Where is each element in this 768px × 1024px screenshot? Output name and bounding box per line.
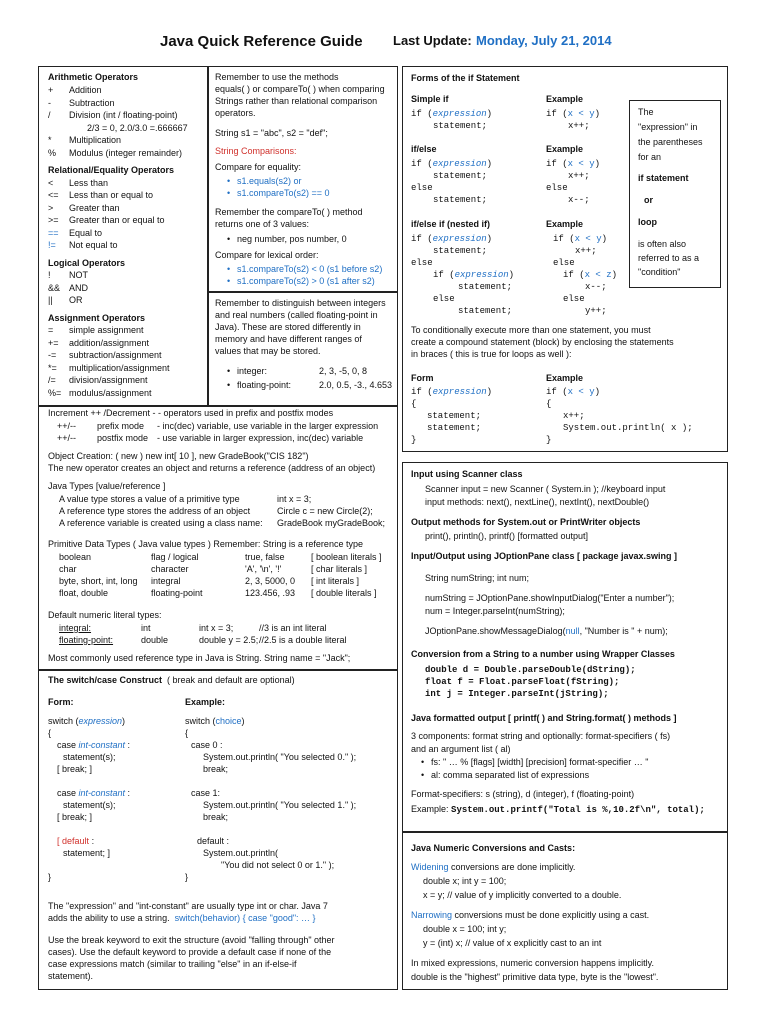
simple-if-stmt: statement; bbox=[433, 121, 488, 131]
type-row-3: A reference variable is created using a class name: bbox=[59, 518, 263, 528]
jop-4c: , "Number is " + num); bbox=[579, 626, 668, 636]
block-form-4: statement; bbox=[427, 423, 482, 433]
casts-title: Java Numeric Conversions and Casts: bbox=[411, 843, 576, 853]
postfix-op: ++/-- bbox=[57, 433, 77, 443]
primitive-cell: char bbox=[59, 564, 77, 574]
primitive-cell: [ double literals ] bbox=[311, 588, 377, 598]
simple-example-label: Example bbox=[546, 94, 584, 104]
ifelse-example-label: Example bbox=[546, 144, 584, 154]
types-title: Java Types [value/reference ] bbox=[48, 481, 166, 491]
switch-example-line: { bbox=[185, 728, 189, 738]
type-row-2: A reference type stores the address of an object bbox=[59, 506, 251, 516]
primitive-cell: 2, 3, 5000, 0 bbox=[245, 576, 296, 586]
output-title: Output methods for System.out or PrintWriter objects bbox=[411, 517, 641, 527]
assign-desc: addition/assignment bbox=[69, 337, 150, 348]
narrow-2: y = (int) x; // value of x explicitly cast to an int bbox=[423, 938, 602, 948]
switch-title: The switch/case Construct bbox=[48, 675, 163, 685]
block-ex-2: { bbox=[546, 399, 552, 409]
strings-intro-2: equals( ) or compareTo( ) when comparing bbox=[215, 84, 385, 94]
assign-desc: multiplication/assignment bbox=[69, 362, 170, 373]
ifelseif-form-4: if (expression) bbox=[433, 270, 515, 280]
arith-symbol: / bbox=[48, 110, 51, 120]
switch-form-line: } bbox=[48, 872, 52, 882]
lex-2: • s1.compareTo(s2) > 0 (s1 after s2) bbox=[237, 276, 375, 288]
fmt-1: 3 components: format string and optionally: format-specifiers ( fs) bbox=[411, 731, 671, 741]
scanner-1: Scanner input = new Scanner ( System.in ); //keyboard input bbox=[425, 484, 666, 494]
type-row-2-ex: Circle c = new Circle(2); bbox=[277, 506, 373, 516]
assign-symbol: %= bbox=[48, 387, 62, 398]
fmt-ex-a: Example: bbox=[411, 804, 449, 814]
conv-2: float f = Float.parseFloat(fString); bbox=[425, 677, 620, 687]
eq-1: • s1.equals(s2) or bbox=[237, 176, 302, 188]
switch-form-line: [ break; ] bbox=[57, 812, 93, 822]
rel-desc: Equal to bbox=[69, 227, 103, 238]
rel-symbol: != bbox=[48, 240, 56, 250]
numbers-text-2: and real numbers (called floating-point in bbox=[215, 310, 378, 320]
dl1-a: integral: bbox=[59, 623, 92, 633]
switch-example-line: case 0 : bbox=[191, 740, 223, 750]
fmt-al: • al: comma separated list of expressions bbox=[431, 770, 589, 782]
assign-symbol: = bbox=[48, 325, 54, 335]
assign-symbol: *= bbox=[48, 362, 57, 373]
arith-symbol: * bbox=[48, 135, 52, 145]
cond-3: the parentheses bbox=[638, 137, 703, 147]
widen-2: x = y; // value of y implicitly converted to a double. bbox=[423, 890, 622, 900]
block-form-5: } bbox=[411, 435, 417, 445]
dl1-c: int x = 3; bbox=[199, 623, 234, 633]
header bbox=[0, 30, 768, 54]
primitive-cell: flag / logical bbox=[151, 552, 199, 562]
switch-note-2a: adds the ability to use a string. bbox=[48, 913, 170, 923]
assign-desc: modulus/assignment bbox=[69, 387, 152, 398]
ifelseif-example-label: Example bbox=[546, 219, 584, 229]
if-title: Forms of the if Statement bbox=[411, 73, 520, 83]
assign-symbol: += bbox=[48, 337, 59, 348]
ifelseif-form-6: else bbox=[433, 294, 455, 304]
ifelse-ex-2: x++; bbox=[568, 171, 590, 181]
switch-form-line: switch (expression) bbox=[48, 716, 126, 726]
postfix-mode: postfix mode bbox=[97, 433, 149, 443]
scanner-title: Input using Scanner class bbox=[411, 469, 523, 479]
switch-subtitle: ( break and default are optional) bbox=[167, 675, 295, 685]
rel-desc: Less than bbox=[69, 177, 109, 188]
block-ex-1: if (x < y) bbox=[546, 387, 601, 397]
simple-if-label: Simple if bbox=[411, 94, 449, 104]
logical-symbol: ! bbox=[48, 270, 51, 280]
primitive-cell: [ boolean literals ] bbox=[311, 552, 382, 562]
assign-desc: subtraction/assignment bbox=[69, 350, 162, 360]
cond-8: is often also bbox=[638, 239, 687, 249]
primitive-cell: boolean bbox=[59, 552, 92, 562]
rel-desc: Less than or equal to bbox=[69, 190, 154, 200]
rel-desc: Greater than or equal to bbox=[69, 215, 165, 225]
arith-desc: Division (int / floating-point) bbox=[69, 110, 178, 120]
new-operator: The new operator creates an object and returns a reference (address of an object) bbox=[48, 463, 376, 473]
lex-1: • s1.compareTo(s2) < 0 (s1 before s2) bbox=[237, 264, 382, 276]
primitive-cell: floating-point bbox=[151, 588, 203, 598]
widen-1: double x; int y = 100; bbox=[423, 876, 507, 886]
fp-values: 2.0, 0.5, -3., 4.653 bbox=[319, 380, 393, 390]
ifelseif-ex-6: else bbox=[563, 294, 585, 304]
cond-4: for an bbox=[638, 152, 662, 162]
arith-desc: Addition bbox=[69, 85, 102, 95]
ifelse-form-3: else bbox=[411, 183, 433, 193]
incdec-title: Increment ++ /Decrement - - operators used in prefix and postfix modes bbox=[48, 408, 334, 418]
switch-example-line: switch (choice) bbox=[185, 716, 245, 726]
dl2-d: //2.5 is a double literal bbox=[259, 635, 347, 645]
logical-symbol: && bbox=[48, 282, 61, 293]
numbers-text-4: memory and have different ranges of bbox=[215, 334, 362, 344]
arith-symbol: + bbox=[48, 85, 54, 95]
int-values: 2, 3, -5, 0, 8 bbox=[319, 366, 368, 376]
switch-example-line: case 1: bbox=[191, 788, 221, 798]
block-form-1: if (expression) bbox=[411, 387, 493, 397]
dl2-a: floating-point: bbox=[59, 635, 114, 645]
type-row-1: A value type stores a value of a primitive type bbox=[59, 494, 240, 504]
switch-panel bbox=[38, 670, 398, 990]
type-row-3-ex: GradeBook myGradeBook; bbox=[277, 518, 386, 528]
block-ex-5: } bbox=[546, 435, 552, 445]
default-literal-title: Default numeric literal types: bbox=[48, 610, 162, 620]
output-1: print(), println(), printf() [formatted output] bbox=[425, 531, 589, 541]
ifelseif-ex-5: x--; bbox=[585, 282, 607, 292]
compareto-values: • neg number, pos number, 0 bbox=[237, 234, 347, 246]
object-creation: Object Creation: ( new ) new int[ 10 ], new GradeBook("CIS 182") bbox=[48, 451, 309, 461]
eq-2: • s1.compareTo(s2) == 0 bbox=[237, 188, 330, 200]
ifelse-form-4: statement; bbox=[433, 195, 488, 205]
primitive-cell: float, double bbox=[59, 588, 109, 598]
ifelse-label: if/else bbox=[411, 144, 437, 154]
switch-example-line: System.out.println( bbox=[203, 848, 279, 858]
compound-3: in braces ( this is true for loops as well ): bbox=[411, 349, 572, 359]
prefix-desc: - inc(dec) variable, use variable in the larger expression bbox=[157, 421, 379, 431]
numbers-panel bbox=[208, 292, 398, 406]
switch-form-line: statement(s); bbox=[63, 800, 116, 810]
switch-example-line: } bbox=[185, 872, 189, 882]
fmt-2: and an argument list ( al) bbox=[411, 744, 511, 754]
dl1-d: //3 is an int literal bbox=[259, 623, 327, 633]
prefix-mode: prefix mode bbox=[97, 421, 145, 431]
switch-note-3d: statement). bbox=[48, 971, 94, 981]
switch-example-line: break; bbox=[203, 812, 229, 822]
arith-desc: Subtraction bbox=[69, 97, 115, 108]
ifelseif-ex-4: if (x < z) bbox=[563, 270, 618, 280]
block-form-label: Form bbox=[411, 373, 434, 383]
switch-note-3c: case expressions match (similar to trailing "else" in an if-else-if bbox=[48, 959, 297, 969]
ifelse-form-2: statement; bbox=[433, 171, 488, 181]
ifelse-ex-4: x--; bbox=[568, 195, 590, 205]
conv-3: int j = Integer.parseInt(jString); bbox=[425, 689, 609, 699]
conversion-title: Conversion from a String to a number using Wrapper Classes bbox=[411, 649, 675, 659]
block-ex-4: System.out.println( x ); bbox=[563, 423, 693, 433]
fmt-fs: • fs: " … % [flags] [width] [precision] format-specifier … " bbox=[431, 757, 648, 769]
numbers-text-5: values that may be stored. bbox=[215, 346, 321, 356]
rel-desc: Greater than bbox=[69, 202, 120, 213]
logical-desc: NOT bbox=[69, 270, 88, 280]
assign-symbol: /= bbox=[48, 375, 56, 385]
switch-example-line: System.out.println( "You selected 1." ); bbox=[203, 800, 357, 810]
page-title: Java Quick Reference Guide bbox=[160, 33, 363, 50]
switch-example-line: System.out.println( "You selected 0." ); bbox=[203, 752, 357, 762]
switch-example-label: Example: bbox=[185, 697, 226, 707]
primitive-cell: [ char literals ] bbox=[311, 564, 368, 574]
switch-form-label: Form: bbox=[48, 697, 74, 707]
common-reference: Most commonly used reference type in Java is String. String name = "Jack"; bbox=[48, 653, 351, 663]
switch-note-1: The "expression" and "int-constant" are usually type int or char. Java 7 bbox=[48, 901, 328, 911]
switch-example-line: default : bbox=[197, 836, 230, 846]
simple-if-form: if (expression) bbox=[411, 109, 493, 119]
compound-1: To conditionally execute more than one statement, you must bbox=[411, 325, 651, 335]
int-label: • integer: bbox=[237, 366, 267, 378]
equality-label: Compare for equality: bbox=[215, 162, 302, 172]
arith-symbol: - bbox=[48, 97, 51, 108]
jop-4 bbox=[425, 626, 668, 638]
switch-note-3b: cases). Use the default keyword to provide a default case if none of the bbox=[48, 947, 332, 957]
compareto-note-2: returns one of 3 values: bbox=[215, 219, 310, 229]
rel-desc: Not equal to bbox=[69, 240, 118, 250]
fp-label: • floating-point: bbox=[237, 380, 291, 392]
dl2-c: double y = 2.5; bbox=[199, 635, 259, 645]
ifelse-ex-1: if (x < y) bbox=[546, 159, 601, 169]
simple-if-ex: if (x < y) bbox=[546, 109, 601, 119]
prefix-op: ++/-- bbox=[57, 421, 77, 431]
primitive-title: Primitive Data Types ( Java value types ) Remember: String is a reference type bbox=[48, 539, 363, 549]
switch-example-line: break; bbox=[203, 764, 229, 774]
scanner-2: input methods: next(), nextLine(), nextInt(), nextDouble() bbox=[425, 497, 650, 507]
assign-desc: simple assignment bbox=[69, 325, 144, 335]
switch-form-line: statement; ] bbox=[63, 848, 111, 858]
strings-intro-3: Strings rather than relational comparison bbox=[215, 96, 378, 106]
switch-form-line: statement(s); bbox=[63, 752, 116, 762]
ifelseif-form-2: statement; bbox=[433, 246, 488, 256]
ifelseif-form-7: statement; bbox=[458, 306, 513, 316]
ifelse-ex-3: else bbox=[546, 183, 568, 193]
switch-form-line: case int-constant : bbox=[57, 740, 131, 750]
switch-form-line: [ break; ] bbox=[57, 764, 93, 774]
logical-title: Logical Operators bbox=[48, 257, 126, 268]
arith-title: Arithmetic Operators bbox=[48, 72, 139, 82]
rel-symbol: < bbox=[48, 177, 54, 188]
block-form-2: { bbox=[411, 399, 417, 409]
ifelseif-form-1: if (expression) bbox=[411, 234, 493, 244]
ifelse-form-1: if (expression) bbox=[411, 159, 493, 169]
ifelseif-label: if/else if (nested if) bbox=[411, 219, 491, 229]
arith-desc: 2/3 = 0, 2.0/3.0 =.666667 bbox=[87, 122, 188, 133]
primitive-cell: byte, short, int, long bbox=[59, 576, 138, 586]
compound-2: create a compound statement (block) by enclosing the statements bbox=[411, 337, 674, 347]
primitive-cell: 'A', '\n', '!' bbox=[245, 564, 282, 574]
cond-1: The bbox=[638, 107, 654, 117]
block-form-3: statement; bbox=[427, 411, 482, 421]
cond-9: referred to as a bbox=[638, 253, 700, 263]
condition-note bbox=[629, 100, 721, 288]
mixed-2: double is the "highest" primitive data type, byte is the "lowest". bbox=[411, 972, 659, 982]
rel-symbol: == bbox=[48, 227, 59, 238]
numbers-text-3: Java). These are stored differently in bbox=[215, 322, 361, 332]
cond-10: "condition" bbox=[638, 267, 681, 277]
type-row-1-ex: int x = 3; bbox=[277, 494, 312, 504]
ifelseif-ex-7: y++; bbox=[585, 306, 607, 316]
switch-note-3a: Use the break keyword to exit the structure (avoid "falling through" other bbox=[48, 935, 335, 945]
numbers-text-1: Remember to distinguish between integers bbox=[215, 298, 386, 308]
ifelseif-ex-2: x++; bbox=[575, 246, 597, 256]
jop-title: Input/Output using JOptionPane class [ package javax.swing ] bbox=[411, 551, 678, 561]
fmt-ex-b: System.out.printf("Total is %,10.2f\n", total); bbox=[451, 805, 705, 815]
logical-symbol: || bbox=[48, 295, 53, 305]
primitive-cell: 123.456, .93 bbox=[245, 588, 296, 598]
primitive-cell: true, false bbox=[245, 552, 285, 562]
switch-form-line: case int-constant : bbox=[57, 788, 131, 798]
conv-1: double d = Double.parseDouble(dString); bbox=[425, 665, 636, 675]
cond-5: if statement bbox=[638, 173, 689, 183]
switch-example-line: "You did not select 0 or 1." ); bbox=[221, 860, 335, 870]
cond-6: or bbox=[644, 195, 653, 205]
strings-intro-1: Remember to use the methods bbox=[215, 72, 339, 82]
types-panel bbox=[38, 406, 398, 670]
assign-symbol: -= bbox=[48, 350, 57, 360]
narrow-1: double x = 100; int y; bbox=[423, 924, 507, 934]
operators-panel bbox=[38, 66, 208, 406]
simple-if-ex-stmt: x++; bbox=[568, 121, 590, 131]
rel-symbol: > bbox=[48, 202, 54, 213]
dl2-b: double bbox=[141, 635, 169, 645]
assign-desc: division/assignment bbox=[69, 375, 148, 385]
mixed-1: In mixed expressions, numeric conversion happens implicitly. bbox=[411, 958, 654, 968]
strings-decl: String s1 = "abc", s2 = "def"; bbox=[215, 128, 328, 138]
primitive-cell: character bbox=[151, 564, 189, 574]
rel-symbol: >= bbox=[48, 215, 59, 225]
arith-desc: Multiplication bbox=[69, 135, 122, 145]
jop-1: String numString; int num; bbox=[425, 573, 530, 583]
switch-form-line: [ default : bbox=[57, 836, 95, 846]
logical-desc: AND bbox=[69, 282, 89, 293]
casts-panel bbox=[402, 832, 728, 990]
narrowing-text: conversions must be done explicitly using a cast. bbox=[452, 910, 650, 920]
block-example-label: Example bbox=[546, 373, 584, 383]
lexical-label: Compare for lexical order: bbox=[215, 250, 319, 260]
ifelseif-ex-3: else bbox=[553, 258, 575, 268]
arith-symbol: % bbox=[48, 147, 57, 158]
last-update-date: Monday, July 21, 2014 bbox=[476, 33, 612, 48]
dl1-b: int bbox=[141, 623, 151, 633]
arith-desc: Modulus (integer remainder) bbox=[69, 147, 183, 158]
block-ex-3: x++; bbox=[563, 411, 585, 421]
last-update-label: Last Update: bbox=[393, 33, 472, 48]
switch-form-line: { bbox=[48, 728, 52, 738]
fmt-title: Java formatted output [ printf( ) and String.format( ) methods ] bbox=[411, 713, 677, 723]
fmt-spec: Format-specifiers: s (string), d (integer), f (floating-point) bbox=[411, 789, 635, 799]
compareto-note-1: Remember the compareTo( ) method bbox=[215, 207, 363, 217]
ifelseif-ex-1: if (x < y) bbox=[553, 234, 608, 244]
cond-2: "expression" in bbox=[638, 122, 698, 132]
postfix-desc: - use variable in larger expression, inc(dec) variable bbox=[157, 433, 364, 443]
jop-3: num = Integer.parseInt(numString); bbox=[425, 606, 565, 616]
rel-symbol: <= bbox=[48, 190, 59, 200]
logical-desc: OR bbox=[69, 295, 83, 305]
widening-label: Widening bbox=[411, 862, 449, 872]
cond-7: loop bbox=[638, 217, 657, 227]
comparisons-title: String Comparisons: bbox=[215, 146, 297, 156]
widening-text: conversions are done implicitly. bbox=[448, 862, 576, 872]
rel-title: Relational/Equality Operators bbox=[48, 165, 175, 175]
jop-2: numString = JOptionPane.showInputDialog("Enter a number"); bbox=[425, 593, 675, 603]
jop-4b: null bbox=[565, 626, 580, 636]
strings-panel bbox=[208, 66, 398, 292]
if-panel bbox=[402, 66, 728, 452]
primitive-cell: integral bbox=[151, 576, 181, 586]
ifelseif-form-3: else bbox=[411, 258, 433, 268]
switch-note-2b: switch(behavior) { case "good": … } bbox=[174, 913, 316, 923]
jop-4a: JOptionPane.showMessageDialog( bbox=[425, 626, 566, 636]
primitive-cell: [ int literals ] bbox=[311, 576, 360, 586]
assign-title: Assignment Operators bbox=[48, 312, 146, 323]
ifelseif-form-5: statement; bbox=[458, 282, 513, 292]
strings-intro-4: operators. bbox=[215, 108, 256, 118]
io-panel bbox=[402, 462, 728, 832]
narrowing-label: Narrowing bbox=[411, 910, 453, 920]
